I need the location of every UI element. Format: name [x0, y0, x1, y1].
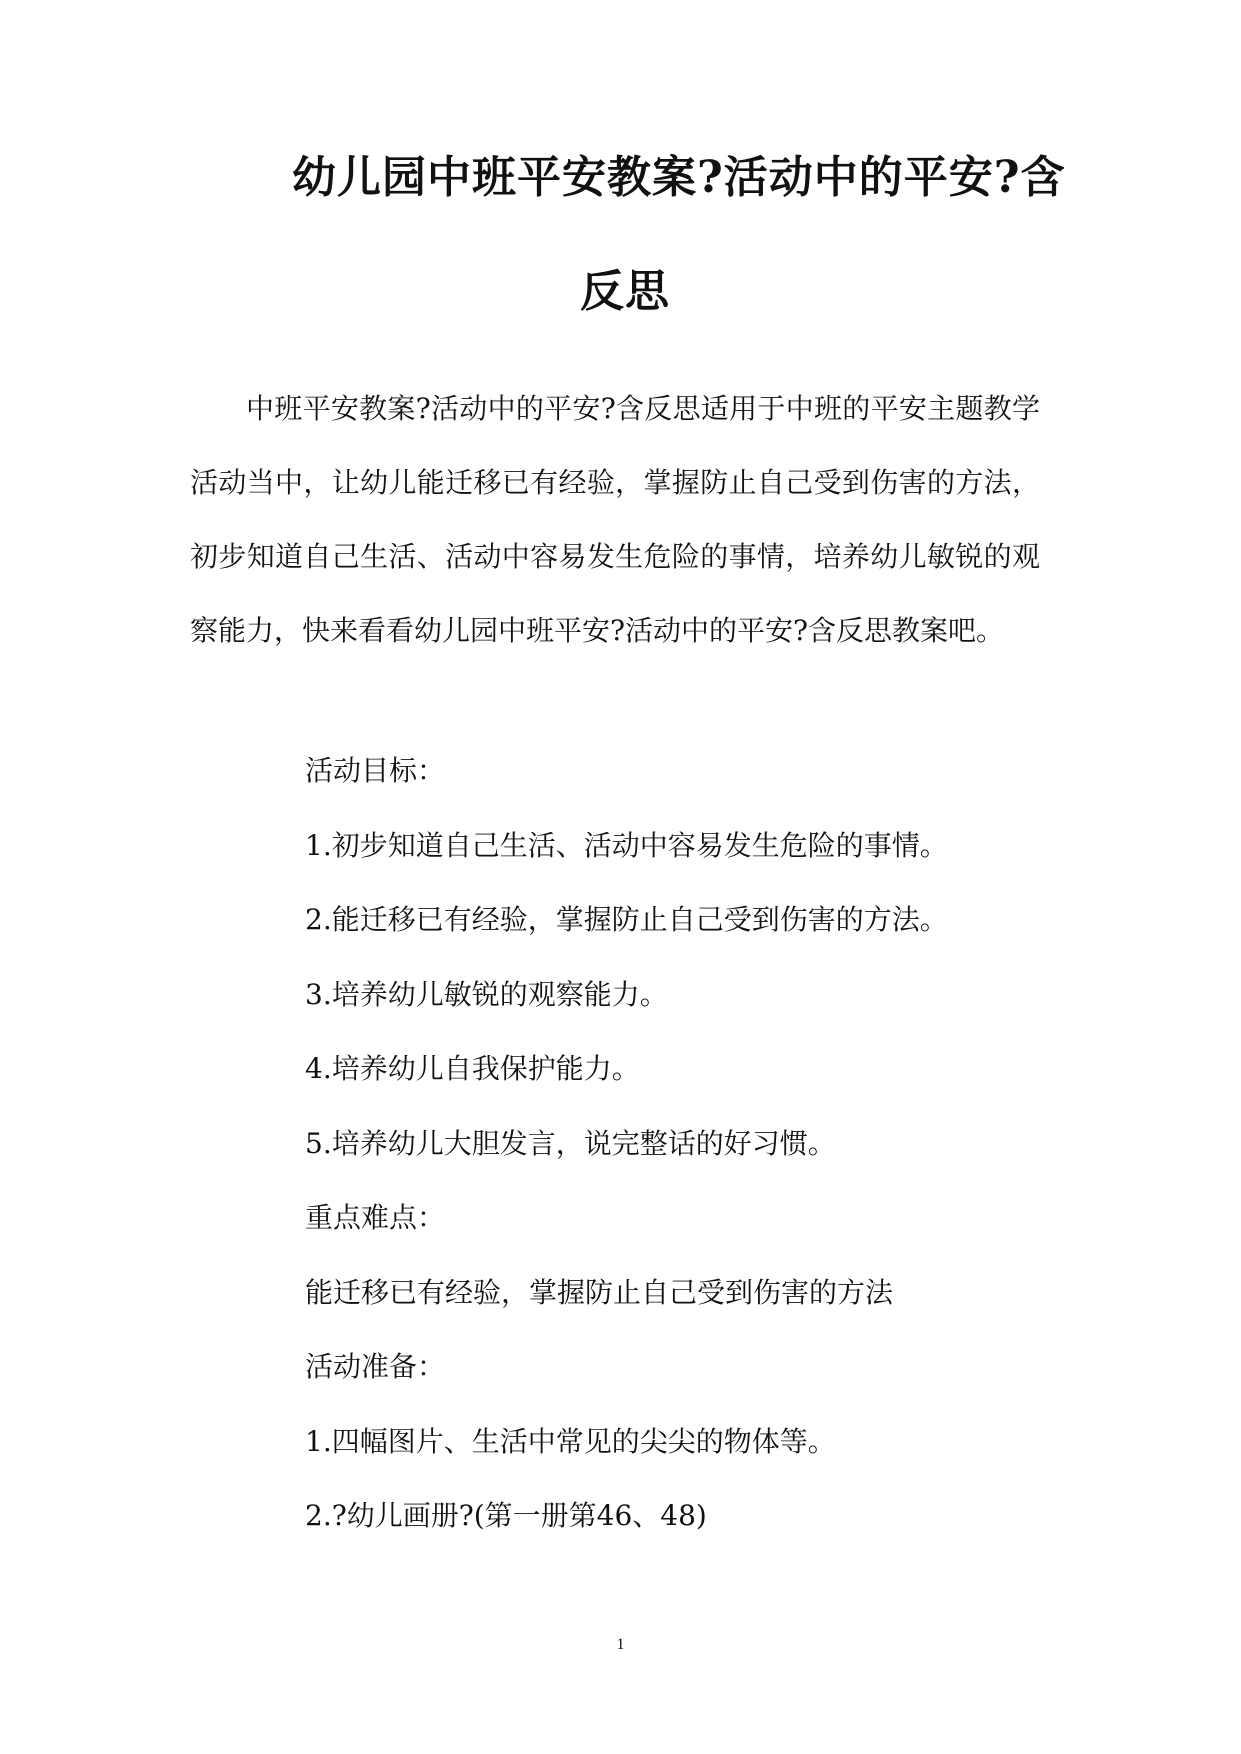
- document-title-line2: 反思: [580, 266, 670, 317]
- section-heading-objectives: 活动目标：: [305, 754, 446, 787]
- key-point-text: 能迁移已有经验，掌握防止自己受到伤害的方法: [305, 1276, 894, 1309]
- preparation-item: 1.四幅图片、生活中常见的尖尖的物体等。: [305, 1425, 836, 1458]
- intro-paragraph: 中班平安教案?活动中的平安?含反思适用于中班的平安主题教学活动当中，让幼儿能迁移已有经验，掌握防止自己受到伤害的方法，初步知道自己生活、活动中容易发生危险的事情，培养幼儿敏锐的观察能力，快来看看幼儿园中班平安?活动中的平安?含反思教案吧。: [190, 392, 1040, 647]
- preparation-item: 2.?幼儿画册?(第一册第46、48): [305, 1499, 707, 1532]
- page-number: 1: [616, 1636, 625, 1653]
- objective-item: 2.能迁移已有经验，掌握防止自己受到伤害的方法。: [305, 903, 948, 936]
- objective-item: 5.培养幼儿大胆发言，说完整话的好习惯。: [305, 1127, 836, 1160]
- objective-item: 1.初步知道自己生活、活动中容易发生危险的事情。: [305, 829, 948, 862]
- document-title-line1: 幼儿园中班平安教案?活动中的平安?含: [292, 152, 1066, 203]
- section-heading-preparation: 活动准备：: [305, 1350, 446, 1383]
- section-heading-key-points: 重点难点：: [305, 1201, 446, 1234]
- objective-item: 3.培养幼儿敏锐的观察能力。: [305, 978, 668, 1011]
- objective-item: 4.培养幼儿自我保护能力。: [305, 1052, 640, 1085]
